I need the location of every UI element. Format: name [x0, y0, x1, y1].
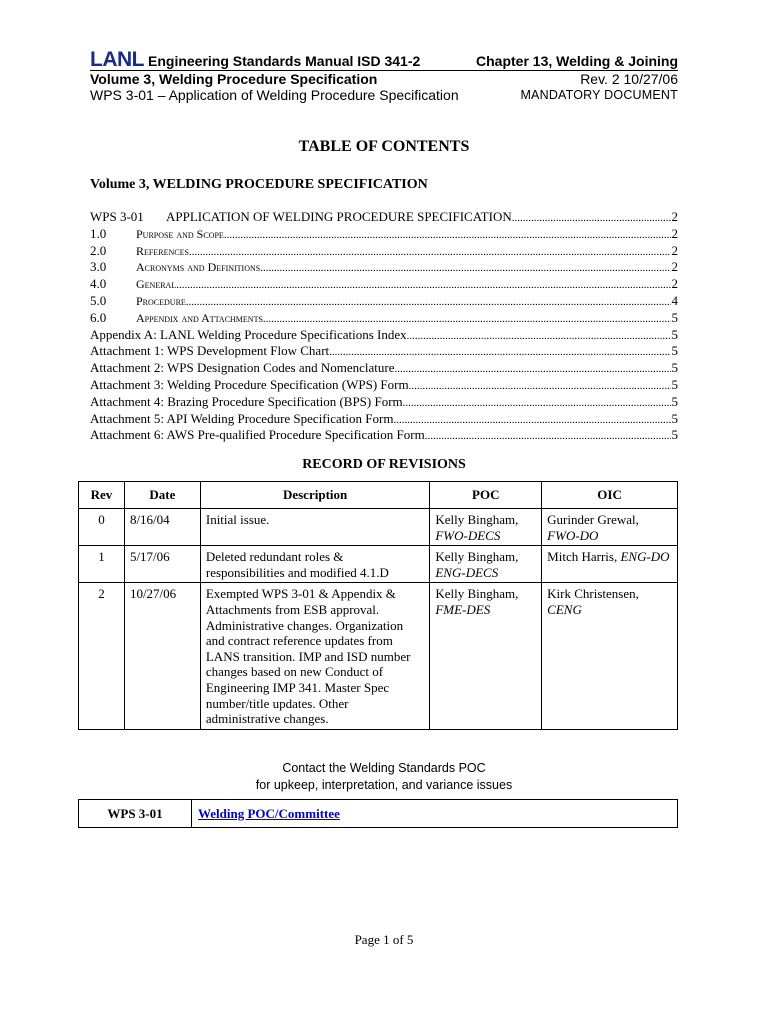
toc-entry[interactable]: [90, 276, 678, 293]
toc-leader: [189, 243, 671, 260]
oic-org: CENG: [547, 601, 582, 617]
toc-entry-page: 5: [671, 376, 678, 392]
lanl-logo: LANL: [90, 48, 144, 71]
toc-entry-text: Purpose and Scope: [136, 226, 224, 241]
toc-entry[interactable]: [90, 243, 678, 260]
col-header-oic: OIC: [542, 482, 678, 509]
toc-entry-number: 5.0: [90, 292, 107, 308]
rev-cell: 0: [79, 509, 125, 546]
manual-title: Engineering Standards Manual ISD 341-2: [148, 53, 421, 69]
col-header-date: Date: [124, 482, 200, 509]
toc-entry[interactable]: [90, 226, 678, 243]
oic-cell: [542, 583, 678, 729]
toc-leader: [176, 276, 670, 293]
table-row: [79, 583, 678, 729]
toc-entry[interactable]: [90, 377, 678, 394]
toc-leader: [393, 411, 670, 428]
toc-entry[interactable]: [90, 310, 678, 327]
toc-entry-page: 5: [671, 326, 678, 342]
toc-entry-text: Procedure: [136, 293, 186, 308]
toc-entry[interactable]: [90, 293, 678, 310]
poc-name: Kelly Bingham,: [435, 512, 519, 527]
poc-name: Kelly Bingham,: [435, 586, 519, 602]
oic-cell: [542, 546, 678, 583]
document-title: WPS 3-01 – Application of Welding Procedure Specification: [90, 87, 459, 103]
header: [90, 48, 678, 70]
toc-entry[interactable]: [90, 394, 678, 411]
toc-entry-number: 2.0: [90, 242, 107, 258]
table-of-contents: [90, 209, 678, 444]
welding-poc-link[interactable]: Welding POC/Committee: [198, 805, 340, 821]
toc-entry-text: Appendix and Attachments: [136, 310, 263, 325]
toc-entry-page: 2: [671, 225, 678, 241]
toc-entry-text: Acronyms and Definitions: [136, 260, 261, 275]
poc-cell: [430, 583, 542, 729]
toc-entry[interactable]: [90, 427, 678, 444]
table-row: [79, 546, 678, 583]
toc-entry-page: 2: [671, 259, 678, 275]
col-header-description: Description: [200, 482, 430, 509]
description-cell: Initial issue.: [200, 509, 430, 546]
table-row: [79, 800, 678, 828]
oic-name: Gurinder Grewal,: [547, 512, 639, 527]
toc-leader: [512, 209, 671, 226]
toc-entry-text: References: [136, 243, 189, 258]
poc-table: [78, 799, 678, 828]
toc-entry-page: 5: [671, 343, 678, 359]
toc-leader: [260, 259, 670, 276]
poc-cell: [430, 546, 542, 583]
toc-entry-page: 5: [671, 309, 678, 325]
col-header-poc: POC: [430, 482, 542, 509]
toc-leader: [186, 293, 671, 310]
toc-leader: [425, 427, 671, 444]
toc-entry-text: Attachment 6: AWS Pre-qualified Procedure Specification Form: [90, 427, 425, 443]
description-cell: Exempted WPS 3-01 & Appendix & Attachments from ESB approval. Administrative changes. Organization and contract reference updates from LANS transition. IMP and ISD number changes based on new Conduct of Engineering IMP 341. Master Spec number/title updates. Other administrative changes.: [200, 583, 430, 729]
poc-org: FME-DES: [435, 601, 491, 617]
revisions-table: [78, 481, 678, 730]
header-row-3: [90, 87, 678, 103]
toc-entry[interactable]: [90, 327, 678, 344]
rev-cell: 2: [79, 583, 125, 729]
toc-leader: [409, 377, 671, 394]
toc-entry-text: Attachment 2: WPS Designation Codes and Nomenclature: [90, 360, 395, 376]
toc-volume-heading: Volume 3, WELDING PROCEDURE SPECIFICATION: [90, 177, 428, 192]
poc-name: Kelly Bingham,: [435, 549, 519, 565]
description-cell: Deleted redundant roles & responsibilities and modified 4.1.D: [200, 546, 430, 583]
oic-name: Mitch Harris,: [547, 549, 618, 565]
toc-leader: [394, 360, 670, 377]
toc-entry-text: Attachment 4: Brazing Procedure Specification (BPS) Form: [90, 393, 403, 409]
table-row: [79, 509, 678, 546]
toc-entry[interactable]: [90, 259, 678, 276]
date-cell: 10/27/06: [124, 583, 200, 729]
toc-leader: [224, 226, 671, 243]
toc-entry-number: WPS 3-01: [90, 209, 144, 224]
toc-entry-page: 2: [671, 242, 678, 258]
oic-name: Kirk Christensen,: [547, 586, 639, 602]
col-header-rev: Rev: [79, 482, 125, 509]
toc-entry-page: 5: [671, 427, 678, 443]
toc-entry-text: Attachment 3: Welding Procedure Specification (WPS) Form: [90, 376, 409, 392]
poc-table-label: WPS 3-01: [79, 800, 192, 828]
toc-title: TABLE OF CONTENTS: [298, 138, 470, 155]
contact-line-2: for upkeep, interpretation, and variance issues: [255, 778, 513, 792]
revisions-title: RECORD OF REVISIONS: [302, 457, 466, 472]
toc-entry[interactable]: [90, 360, 678, 377]
toc-entry[interactable]: [90, 411, 678, 428]
toc-entry-page: 5: [671, 393, 678, 409]
oic-org: ENG-DO: [620, 549, 670, 565]
rev-cell: 1: [79, 546, 125, 583]
page-number: Page 1 of 5: [354, 932, 414, 947]
toc-entry-text: APPLICATION OF WELDING PROCEDURE SPECIFICATION: [166, 209, 512, 224]
header-row-2: [90, 71, 678, 87]
toc-entry-page: 5: [671, 410, 678, 426]
toc-entry-number: 6.0: [90, 309, 107, 325]
status-label: MANDATORY DOCUMENT: [520, 88, 678, 102]
oic-cell: [542, 509, 678, 546]
contact-line-1: Contact the Welding Standards POC: [282, 761, 486, 775]
poc-org: ENG-DECS: [435, 564, 499, 580]
chapter-title: Chapter 13, Welding & Joining: [476, 53, 678, 69]
toc-entry-text: Attachment 5: API Welding Procedure Specification Form: [90, 410, 394, 426]
toc-entry-text: General: [136, 277, 177, 292]
toc-entry[interactable]: [90, 209, 678, 226]
revisions-header-row: [79, 482, 678, 509]
toc-leader: [403, 394, 671, 411]
toc-leader: [263, 310, 671, 327]
toc-entry-page: 2: [671, 209, 678, 224]
revision-label: Rev. 2 10/27/06: [580, 71, 678, 87]
toc-entry-text: Attachment 1: WPS Development Flow Chart: [90, 343, 330, 359]
toc-entry[interactable]: [90, 343, 678, 360]
poc-cell: [430, 509, 542, 546]
toc-leader: [407, 327, 671, 344]
volume-title: Volume 3, Welding Procedure Specification: [90, 71, 378, 87]
poc-table-link-cell: [192, 800, 678, 828]
toc-entry-page: 2: [671, 276, 678, 292]
toc-entry-text: Appendix A: LANL Welding Procedure Specifications Index: [90, 326, 407, 342]
poc-org: FWO-DECS: [435, 527, 501, 543]
toc-entry-number: 1.0: [90, 225, 107, 241]
date-cell: 5/17/06: [124, 546, 200, 583]
toc-entry-page: 4: [671, 292, 678, 308]
toc-entry-page: 5: [671, 360, 678, 376]
toc-leader: [329, 343, 670, 360]
oic-org: FWO-DO: [547, 527, 599, 543]
toc-entry-number: 3.0: [90, 259, 107, 275]
date-cell: 8/16/04: [124, 509, 200, 546]
toc-entry-number: 4.0: [90, 276, 107, 292]
